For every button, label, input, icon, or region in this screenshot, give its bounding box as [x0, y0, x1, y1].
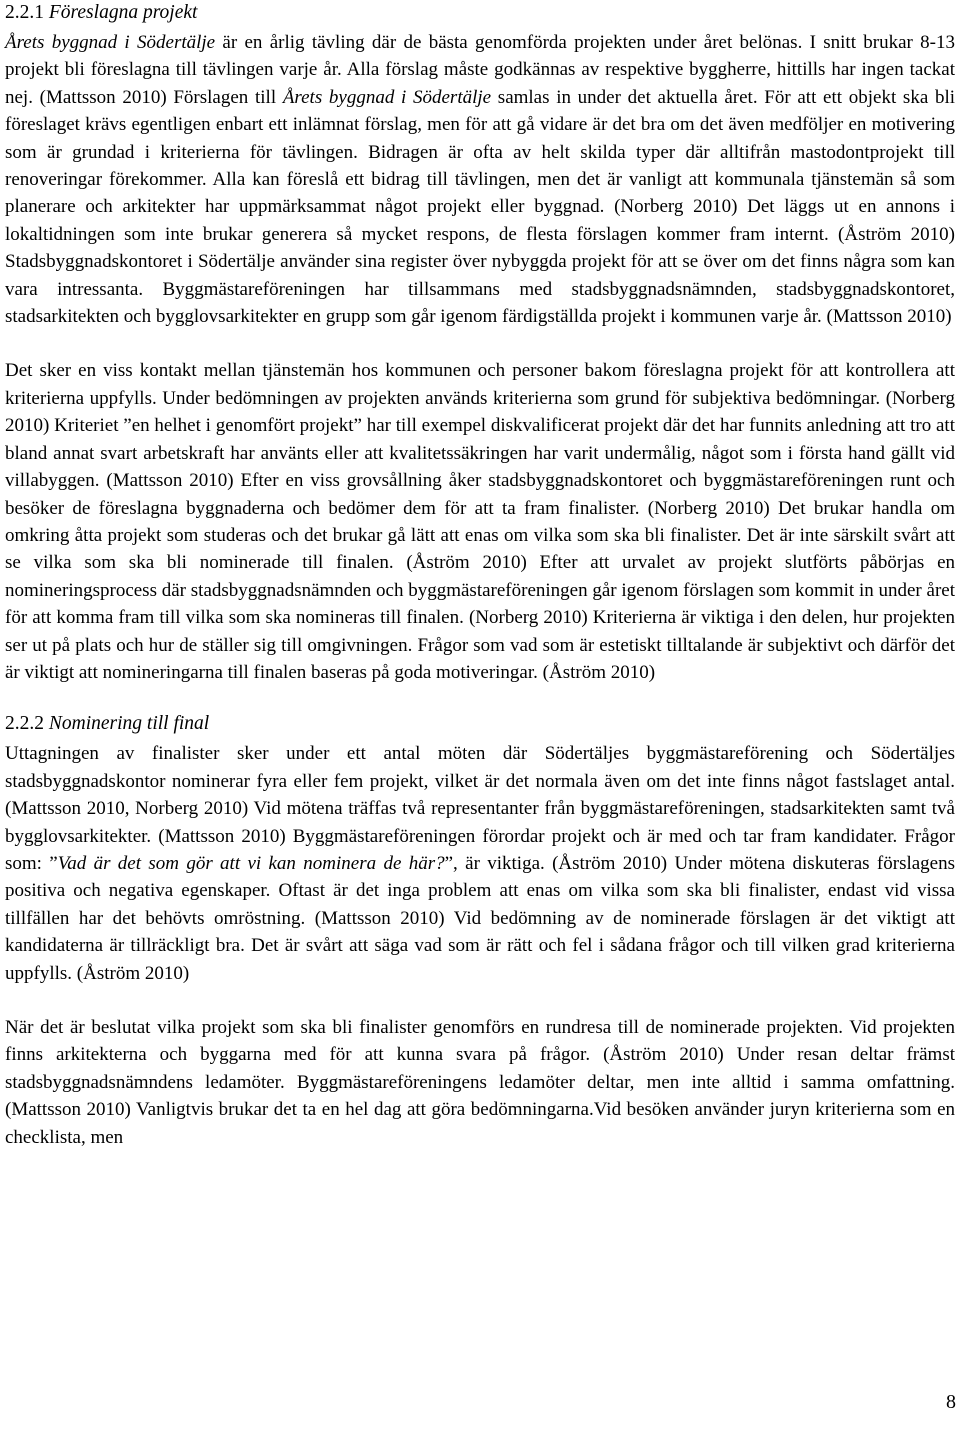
section-title: Föreslagna projekt: [48, 2, 198, 23]
page-number: 8: [946, 1391, 956, 1413]
section-number: 2.2.2: [5, 713, 44, 735]
paragraph-text: ”, är viktiga. (Åström 2010) Under mötena diskuteras förslagens positiva och negativa egenskaper. Oftast är det inga problem att enas om vilka som ska bli finalister, endast vid vissa tillfällen har det behövts omröstning. (Mattsson 2010) Vid bedömning av de nominerade förslagen är det viktigt att kandidaterna är tillräckligt bra. Det är svårt att säga vad som är rätt och fel i sådana frågor och till vilken grad kriterierna uppfylls. (Åström 2010): [5, 852, 955, 984]
paragraph-nominering-1: [5, 740, 955, 987]
section-number: 2.2.1: [5, 2, 44, 23]
italic-competition-name: Årets byggnad i Södertälje: [282, 86, 492, 108]
paragraph-gap: [5, 987, 955, 1014]
paragraph-foreslagna-2: Det sker en viss kontakt mellan tjänstemän hos kommunen och personer bakom föreslagna projekt för att kontrollera att kriterierna uppfylls. Under bedömningen av projekten används kriterierna som grund för subjektiva bedömningar. (Norberg 2010) Kriteriet ”en helhet i genomfört projekt” har till exempel diskvalificerat projekt där det har funnits anledning att tro att bland annat svart arbetskraft har använts eller att kvalitetssäkringen har varit undermålig, något som i första hand gällt vid villabyggen. (Mattsson 2010) Efter en viss grovsållning åker stadsbyggnadskontoret och byggmästareföreningen runt och besöker de föreslagna byggnaderna och bedömer dem för att ta fram finalister. (Norberg 2010) Det brukar handla om omkring åtta projekt som studeras och det brukar gå lätt att enas om vilka som ska bli finalister. Det är inte särskilt svårt att se vilka som ska bli nominerade till finalen. (Åström 2010) Efter att urvalet av projekt slutförts påbörjas en nomineringsprocess där stadsbyggnadsnämnden och byggmästareföreningen går igenom förslagen som kommit in under året för att komma fram till vilka som ska nomineras till finalen. (Norberg 2010) Kriterierna är viktiga i den delen, hur projekten ser ut på plats och hur de ställer sig till omgivningen. Frågor som vad som är estetiskt tilltalande är subjektivt och därför det är viktigt att nomineringarna till finalen baseras på goda motiveringar. (Åström 2010): [5, 360, 955, 683]
paragraph-foreslagna-1: [5, 29, 955, 330]
section-heading-2-2-2: [5, 711, 955, 740]
paragraph-gap: [5, 686, 955, 711]
section-title: Nominering till final: [48, 713, 210, 735]
paragraph-nominering-2: När det är beslutat vilka projekt som ska bli finalister genomförs en rundresa till de nominerade projekten. Vid projekten finns arkitekterna och byggarna med för att kunna svara på frågor. (Åström 2010) Under resan deltar främst stadsbyggnadsnämndens ledamöter. Byggmästareföreningens ledamöter deltar, men inte alltid i samma omfattning. (Mattsson 2010) Vanligtvis brukar det ta en hel dag att göra bedömningarna.Vid besöken använder juryn kriterierna som en checklista, men: [5, 1017, 955, 1148]
section-heading-2-2-1: [5, 0, 955, 29]
document-page: [5, 0, 955, 1151]
italic-quote: Vad är det som gör att vi kan nominera de här?: [57, 852, 445, 874]
paragraph-text: samlas in under det aktuella året. För att ett objekt ska bli föreslaget krävs egentligen enbart ett inlämnat förslag, men för att gå vidare är det bra om det även medföljer en motivering som är grundad i kriterierna för tävlingen. Bidragen är ofta av helt skilda typer där alltifrån mastodontprojekt till renoveringar förekommer. Alla kan föreslå ett bidrag till tävlingen, men det är vanligt att kommunala tjänstemän så som planerare och arkitekter har uppmärksammat något projekt eller byggnad. (Norberg 2010) Det läggs ut en annons i lokaltidningen som inte brukar generera så mycket respons, de flesta förslagen kommer fram internt. (Åström 2010) Stadsbyggnadskontoret i Södertälje använder sina register över nybyggda projekt för att se över om det finns några som kan vara intressanta. Byggmästareföreningen har tillsammans med stadsbyggnadsnämnden, stadsbyggnadskontoret, stadsarkitekten och bygglovsarkitekter en grupp som går igenom färdigställda projekt i kommunen varje år. (Mattsson 2010): [5, 86, 955, 328]
paragraph-text: är en årlig tävling där de bästa genomförda projekten under året belönas. I snitt brukar 8-13 projekt bli föreslagna till tävlingen varje år. Alla förslag måste godkännas av respektive byggherre, hittills har ingen tackat nej. (Mattsson 2010) Förslagen till: [5, 32, 955, 108]
paragraph-gap: [5, 330, 955, 357]
italic-competition-name: Årets byggnad i Södertälje: [5, 32, 216, 53]
paragraph-text: Uttagningen av finalister sker under ett antal möten där Södertäljes byggmästareförening och Södertäljes stadsbyggnadskontor nominerar fyra eller fem projekt, vilket är det normala även om det inte finns något fastslaget antal. (Mattsson 2010, Norberg 2010) Vid mötena träffas två representanter från byggmästareföreningen, stadsarkitekten samt två bygglovsarkitekter. (Mattsson 2010) Byggmästareföreningen förordar projekt och är med och tar fram kandidater. Frågor som: ”: [5, 743, 955, 874]
